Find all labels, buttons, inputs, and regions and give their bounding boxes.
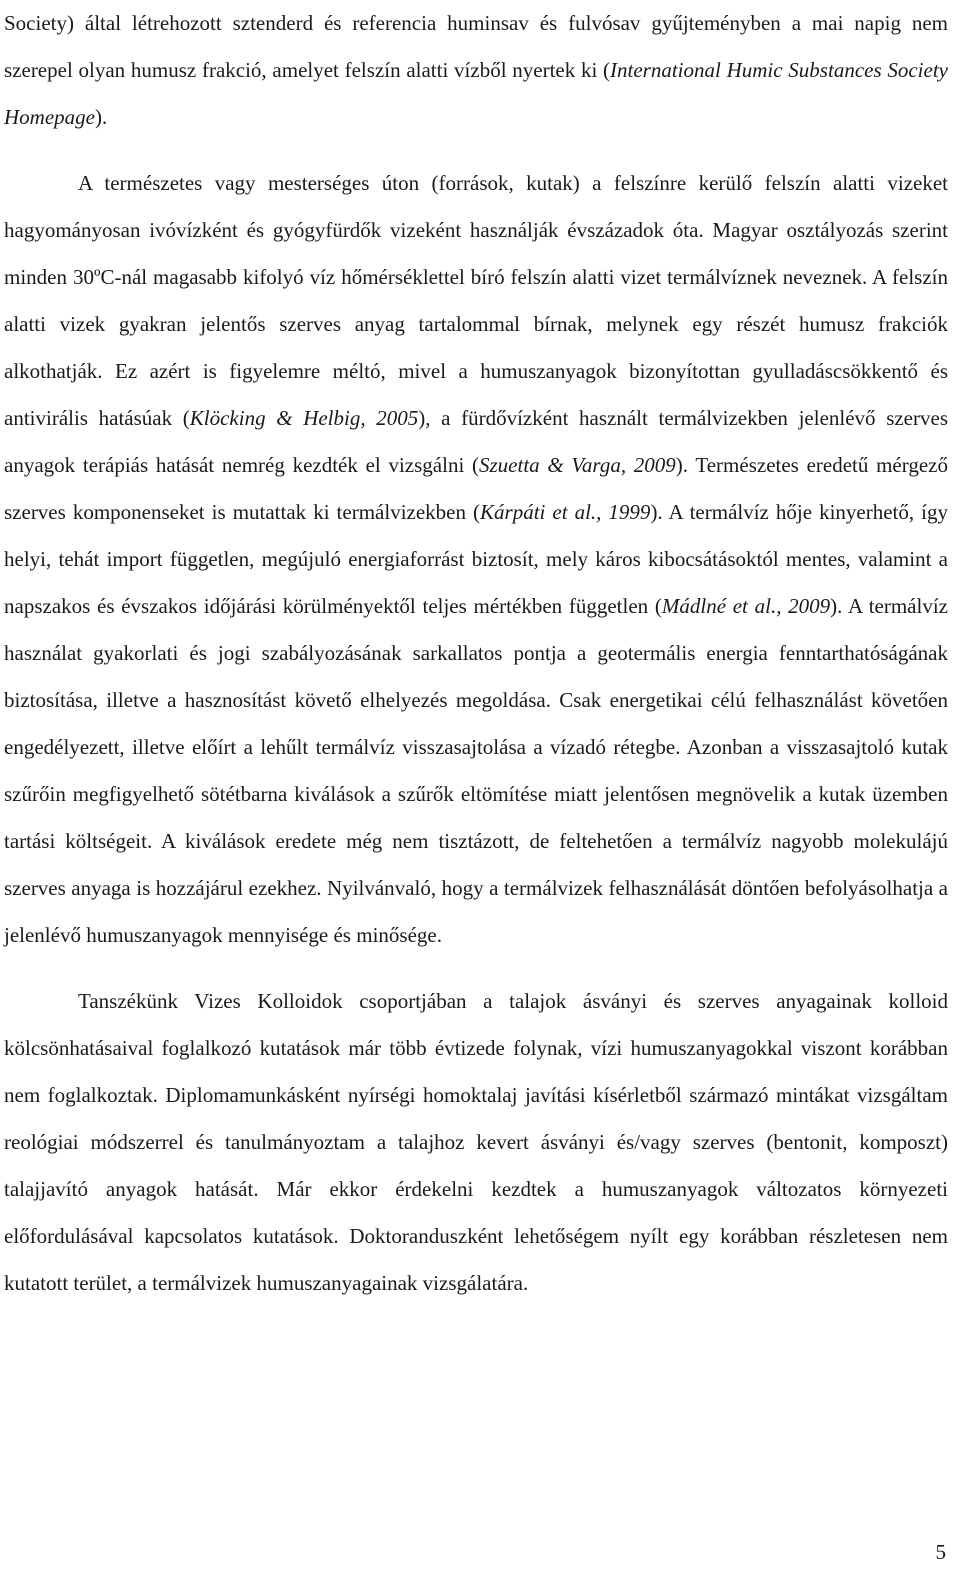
paragraph-1: [4, 0, 948, 141]
text-segment: A természetes vagy mesterséges úton (források, kutak) a felszínre kerülő felszín alatti vizeket hagyományosan ivóvízként és gyógyfürdők vizeként használják évszázadok óta. Magyar osztályozás szerint minden 30ºC-nál magasabb kifolyó víz hőmérséklettel bíró felszín alatti vizet termálvíznek neveznek. A felszín alatti vizek gyakran jelentős szerves anyag tartalommal bírnak, melynek egy részét humusz frakciók alkothatják. Ez azért is figyelemre méltó, mivel a humuszanyagok bizonyítottan gyulladáscsökkentő és antivirális hatásúak (: [4, 171, 948, 430]
paragraph-3: [4, 978, 948, 1307]
text-segment: ). A termálvíz használat gyakorlati és jogi szabályozásának sarkallatos pontja a geotermális energia fenntarthatóságának biztosítása, illetve a hasznosítást követő elhelyezés megoldása. Csak energetikai célú felhasználást követően engedélyezett, illetve előírt a lehűlt termálvíz visszasajtolása a vízadó rétegbe. Azonban a visszasajtoló kutak szűrőin megfigyelhető sötétbarna kiválások a szűrők eltömítése miatt jelentősen megnövelik a kutak üzemben tartási költségeit. A kiválások eredete még nem tisztázott, de feltehetően a termálvíz nagyobb molekulájú szerves anyaga is hozzájárul ezekhez. Nyilvánvaló, hogy a termálvizek felhasználását döntően befolyásolhatja a jelenlévő humuszanyagok mennyisége és minősége.: [4, 594, 948, 947]
text-segment: ).: [94, 105, 108, 129]
text-segment: ). A termálvíz hője kinyerhető, így helyi, tehát import független, megújuló energiaforrást biztosít, mely káros kibocsátásoktól mentes, valamint a napszakos és évszakos időjárási körülményektől teljes mértékben független (: [4, 500, 948, 618]
paragraph-2: [4, 160, 948, 959]
citation: Klöcking & Helbig, 2005: [189, 406, 419, 430]
page-number: 5: [935, 1540, 946, 1564]
body-text: [4, 0, 948, 1307]
citation: International Humic Substances Society Homepage: [4, 58, 948, 129]
text-segment: Tanszékünk Vizes Kolloidok csoportjában a talajok ásványi és szerves anyagainak kolloid kölcsönhatásaival foglalkozó kutatások már több évtizede folynak, vízi humuszanyagokkal viszont korábban nem foglalkoztak. Diplomamunkásként nyírségi homoktalaj javítási kísérletből származó mintákat vizsgáltam reológiai módszerrel és tanulmányoztam a talajhoz kevert ásványi és/vagy szerves (bentonit, komposzt) talajjavító anyagok hatását. Már ekkor érdekelni kezdtek a humuszanyagok változatos környezeti előfordulásával kapcsolatos kutatások. Doktoranduszként lehetőségem nyílt egy korábban részletesen nem kutatott terület, a termálvizek humuszanyagainak vizsgálatára.: [4, 989, 948, 1295]
citation: Mádlné et al., 2009: [661, 594, 831, 618]
text-segment: ). Természetes eredetű mérgező szerves komponenseket is mutattak ki termálvizekben (: [4, 453, 948, 524]
citation: Szuetta & Varga, 2009: [479, 453, 676, 477]
text-segment: Society) által létrehozott sztenderd és referencia huminsav és fulvósav gyűjteményben a mai napig nem szerepel olyan humusz frakció, amelyet felszín alatti vízből nyertek ki (: [4, 11, 948, 82]
text-segment: ), a fürdővízként használt termálvizekben jelenlévő szerves anyagok terápiás hatását nemrég kezdték el vizsgálni (: [4, 406, 948, 477]
citation: Kárpáti et al., 1999: [480, 500, 651, 524]
